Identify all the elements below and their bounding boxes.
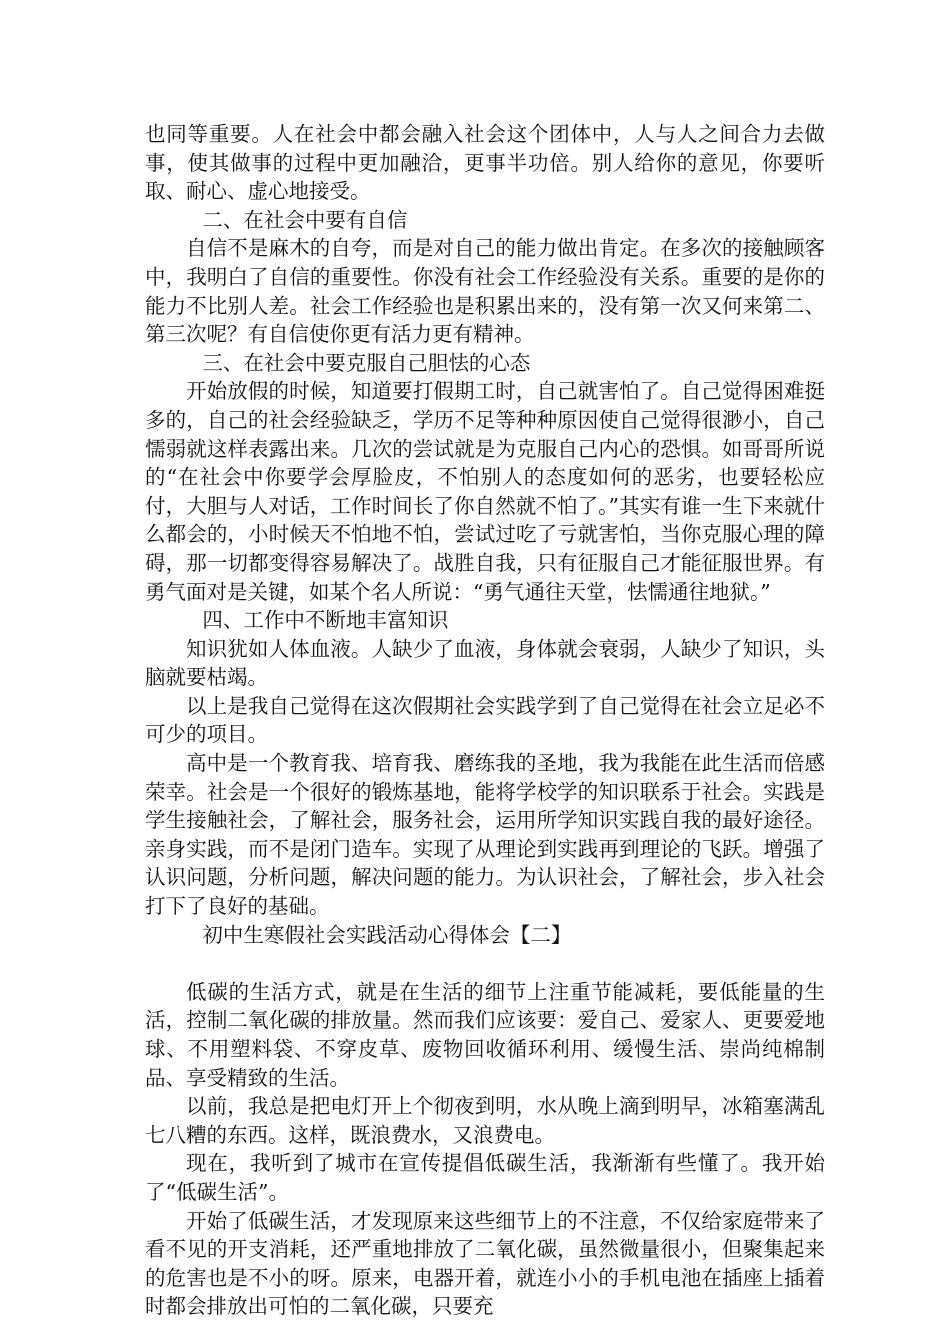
paragraph-overcome-timidity: 开始放假的时候，知道要打假期工时，自己就害怕了。自己觉得困难挺多的，自己的社会经验缺乏，学历不足等种种原因使自己觉得很渺小，自己懦弱就这样表露出来。几次的尝试就是为克服自己内心的恐惧。如哥哥所说的“在社会中你要学会厚脸皮，不怕别人的态度如何的恶劣，也要轻松应付，大胆与人对话，工作时间长了你自然就不怕了。”其实有谁一生下来就什么都会的，小时候天不怕地不怕，尝试过吃了亏就害怕，当你克服心理的障碍，那一切都变得容易解决了。战胜自我，只有征服自己才能征服世界。有勇气面对是关键，如某个名人所说：“勇气通往天堂，怯懦通往地狱。” bbox=[145, 379, 825, 604]
document-page bbox=[145, 120, 825, 1321]
section-heading-confidence: 二、在社会中要有自信 bbox=[202, 207, 408, 232]
paragraph-confidence: 自信不是麻木的自夸，而是对自己的能力做出肯定。在多次的接触顾客中，我明白了自信的重要性。你没有社会工作经验没有关系。重要的是你的能力不比别人差。社会工作经验也是积累出来的，没有第一次又何来第二、第三次呢？有自信使你更有活力更有精神。 bbox=[145, 236, 825, 347]
paragraph-summary: 以上是我自己觉得在这次假期社会实践学到了自己觉得在社会立足必不可少的项目。 bbox=[145, 693, 825, 747]
paragraph-low-carbon-intro: 低碳的生活方式，就是在生活的细节上注重节能减耗，要低能量的生活，控制二氧化碳的排放量。然而我们应该要：爱自己、爱家人、更要爱地球、不用塑料袋、不穿皮草、废物回收循环利用、缓慢生活、崇尚纯棉制品、享受精致的生活。 bbox=[145, 979, 825, 1090]
paragraph-before: 以前，我总是把电灯开上个彻夜到明，水从晚上滴到明早，冰箱塞满乱七八糟的东西。这样，既浪费水，又浪费电。 bbox=[145, 1094, 825, 1147]
paragraph-now: 现在，我听到了城市在宣传提倡低碳生活，我渐渐有些懂了。我开始了“低碳生活”。 bbox=[145, 1151, 825, 1204]
section-heading-overcome-timidity: 三、在社会中要克服自己胆怯的心态 bbox=[202, 350, 531, 375]
paragraph-low-carbon-life: 开始了低碳生活，才发现原来这些细节上的不注意，不仅给家庭带来了看不见的开支消耗，还严重地排放了二氧化碳，虽然微量很小，但聚集起来的危害也是不小的呀。原来，电器开着，就连小小的手机电池在插座上插着时都会排放出可怕的二氧化碳，只要充 bbox=[145, 1208, 825, 1319]
paragraph-knowledge: 知识犹如人体血液。人缺少了血液，身体就会衰弱，人缺少了知识，头脑就要枯竭。 bbox=[145, 636, 825, 690]
paragraph-conclusion: 高中是一个教育我、培育我、磨练我的圣地，我为我能在此生活而倍感荣幸。社会是一个很好的锻炼基地，能将学校学的知识联系于社会。实践是学生接触社会，了解社会，服务社会，运用所学知识实践自我的最好途径。亲身实践，而不是闭门造车。实现了从理论到实践再到理论的飞跃。增强了认识问题，分析问题，解决问题的能力。为认识社会，了解社会，步入社会打下了良好的基础。 bbox=[145, 751, 825, 919]
section-heading-knowledge: 四、工作中不断地丰富知识 bbox=[202, 608, 449, 633]
article-title-part-two: 初中生寒假社会实践活动心得体会【二】 bbox=[202, 922, 572, 947]
paragraph-continuation: 也同等重要。人在社会中都会融入社会这个团体中，人与人之间合力去做事，使其做事的过程中更加融洽，更事半功倍。别人给你的意见，你要听取、耐心、虚心地接受。 bbox=[145, 122, 825, 204]
